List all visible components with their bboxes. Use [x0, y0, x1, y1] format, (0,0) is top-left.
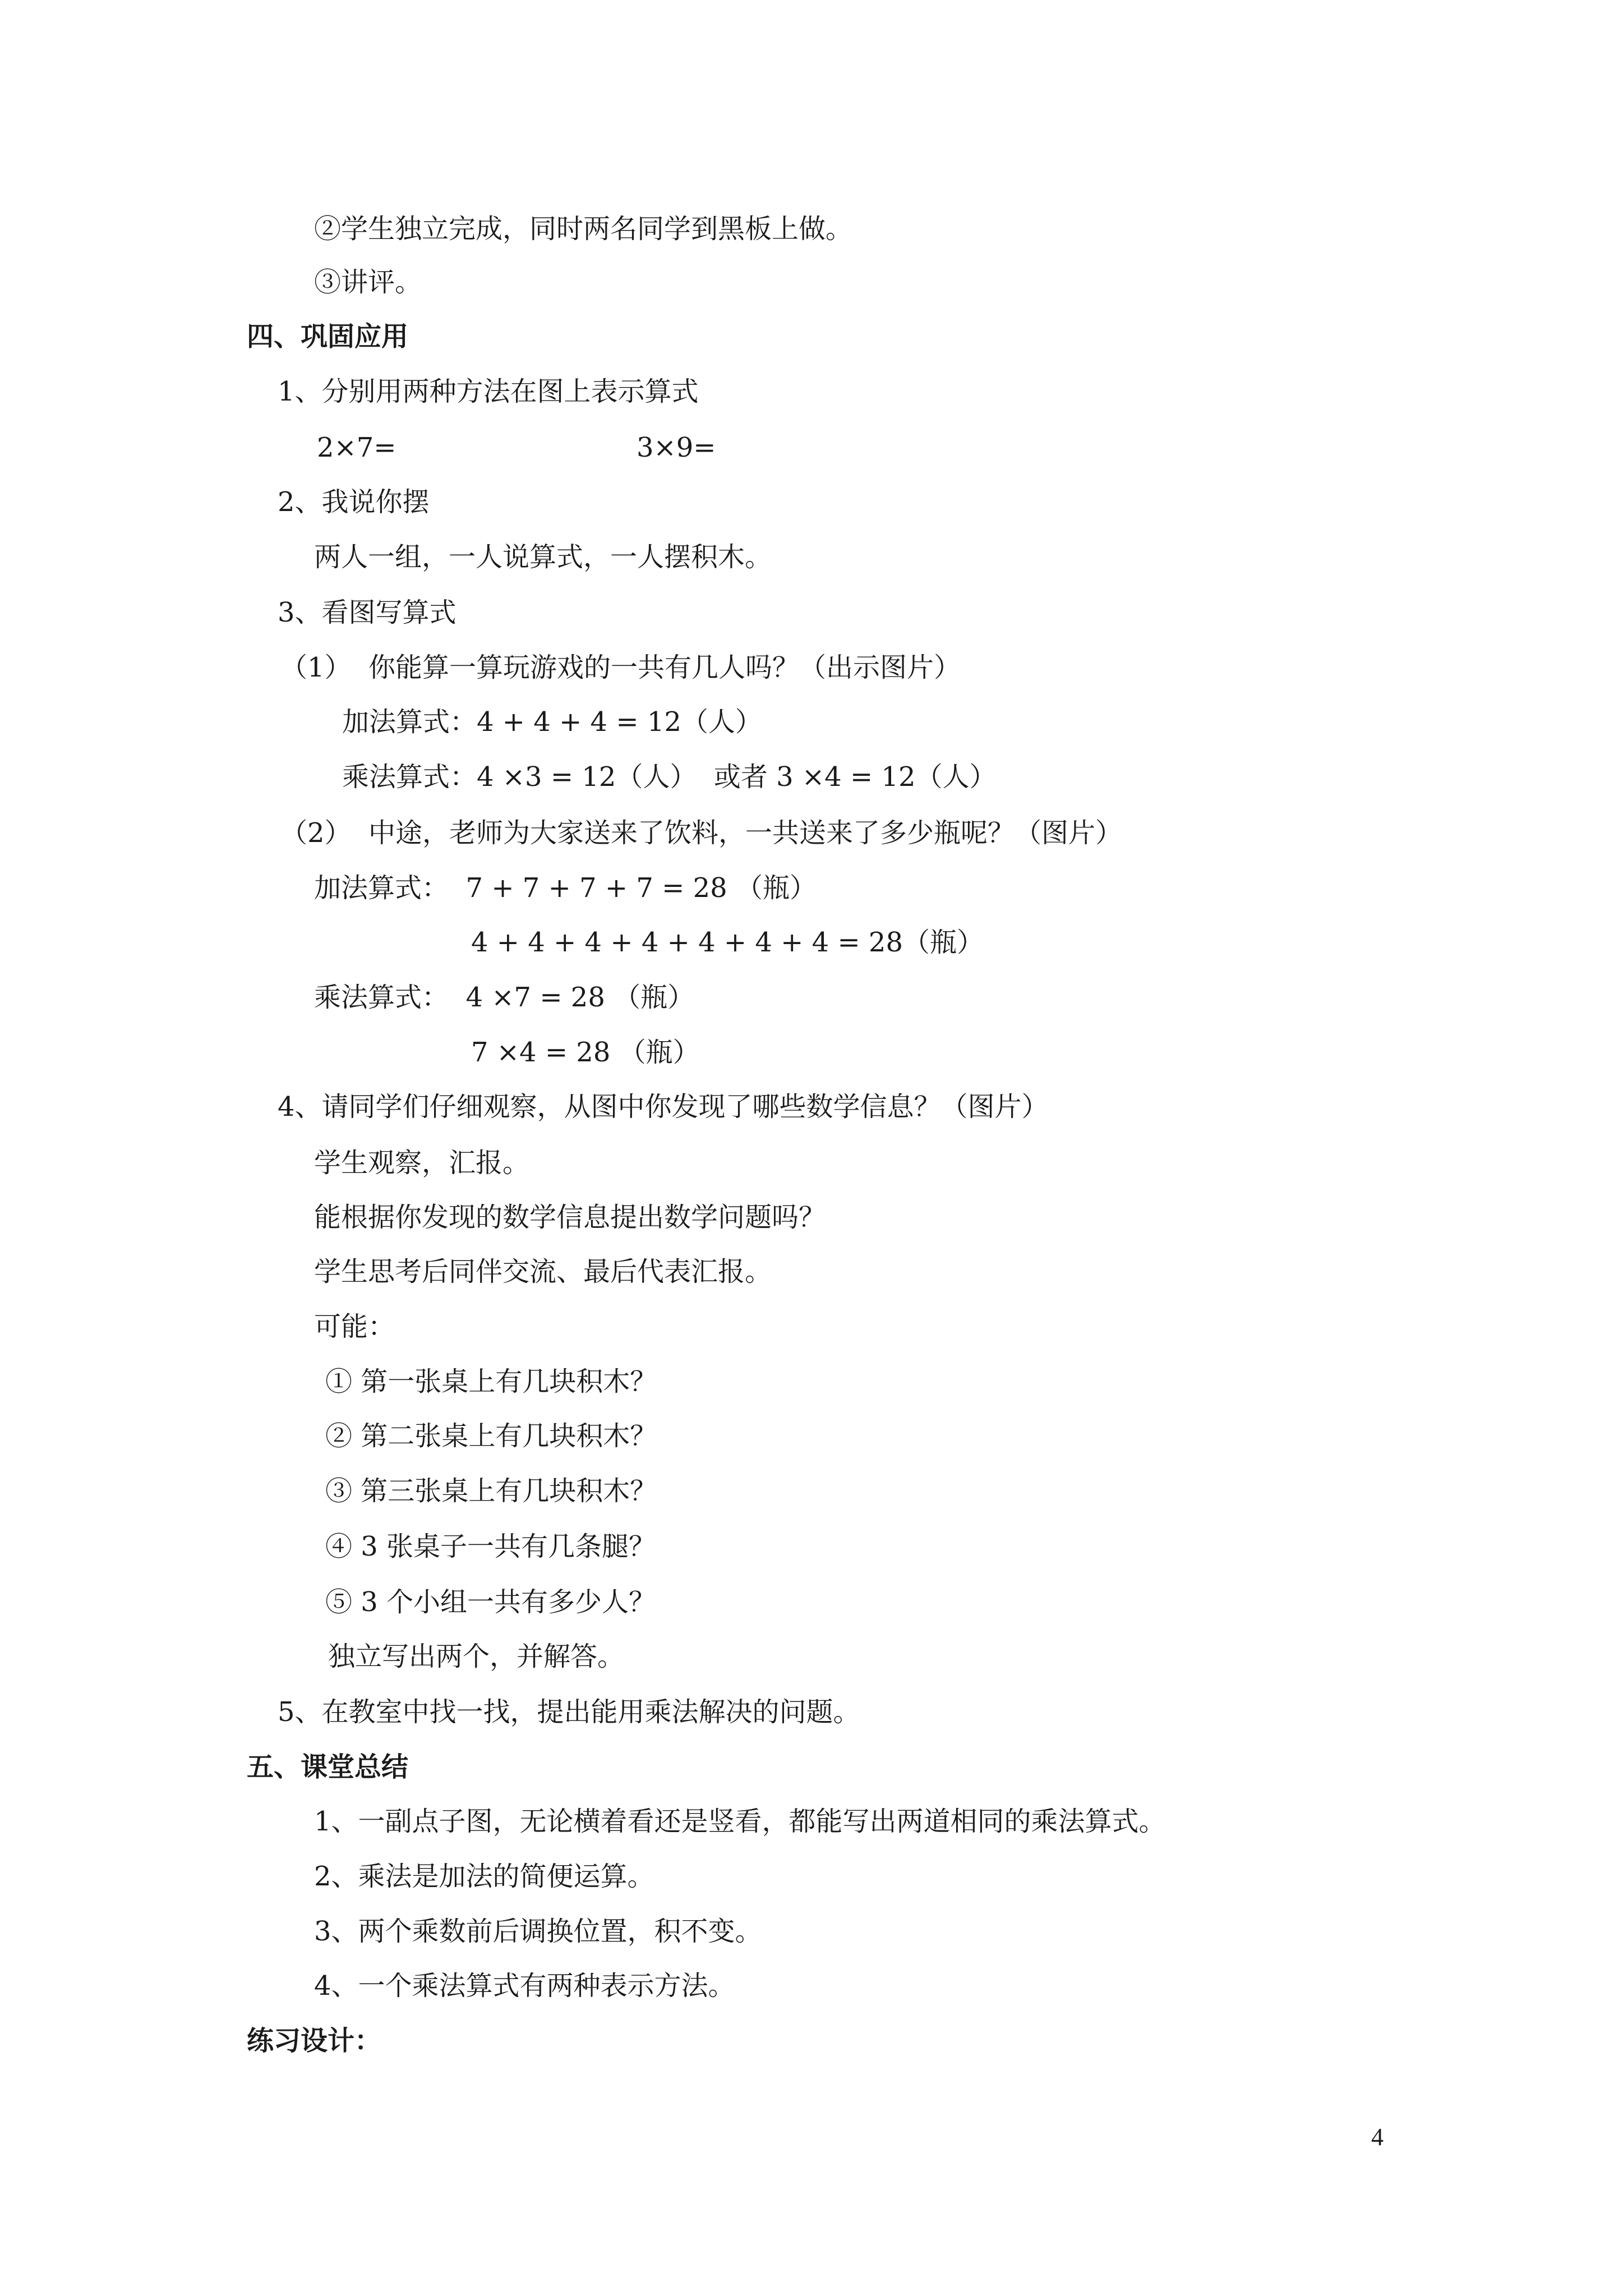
- exercise-title: 5、在教室中找一找，提出能用乘法解决的问题。: [278, 1696, 860, 1728]
- body-text: 能根据你发现的数学信息提出数学问题吗？: [314, 1202, 826, 1233]
- body-text: 独立写出两个，并解答。: [328, 1641, 625, 1672]
- exercise-title: 2、我说你摆: [278, 486, 430, 518]
- summary-item: 2、乘法是加法的简便运算。: [314, 1861, 654, 1892]
- formula-text: 4 + 4 + 4 + 4 + 4 + 4 + 4 = 28（瓶）: [471, 927, 984, 958]
- formula-text: 3×9=: [637, 432, 716, 463]
- summary-item: 3、两个乘数前后调换位置，积不变。: [314, 1916, 762, 1947]
- section-heading: 四、巩固应用: [247, 321, 409, 352]
- body-text: 两人一组，一人说算式，一人摆积木。: [314, 541, 772, 573]
- body-text: 学生思考后同伴交流、最后代表汇报。: [314, 1256, 772, 1287]
- exercise-title: 4、请同学们仔细观察，从图中你发现了哪些数学信息？（图片）: [278, 1091, 1049, 1122]
- step-text: ③讲评。: [314, 266, 422, 298]
- formula-text: 乘法算式：4 ×3 = 12（人） 或者 3 ×4 = 12（人）: [342, 761, 997, 793]
- summary-item: 4、一个乘法算式有两种表示方法。: [314, 1970, 735, 2001]
- formula-text: 7 ×4 = 28 （瓶）: [471, 1037, 700, 1068]
- list-item: ③ 第三张桌上有几块积木？: [325, 1475, 657, 1507]
- summary-item: 1、一副点子图，无论横着看还是竖看，都能写出两道相同的乘法算式。: [314, 1806, 1166, 1837]
- section-heading: 练习设计：: [247, 2025, 382, 2056]
- list-item: ② 第二张桌上有几块积木？: [325, 1420, 657, 1452]
- sub-question: （1） 你能算一算玩游戏的一共有几人吗？（出示图片）: [280, 652, 961, 683]
- section-heading: 五、课堂总结: [247, 1751, 409, 1783]
- list-item: ④ 3 张桌子一共有几条腿？: [325, 1531, 656, 1562]
- formula-text: 加法算式： 7 + 7 + 7 + 7 = 28 （瓶）: [314, 872, 817, 904]
- list-item: ⑤ 3 个小组一共有多少人？: [325, 1586, 656, 1618]
- sub-question: （2） 中途，老师为大家送来了饮料，一共送来了多少瓶呢？（图片）: [280, 817, 1123, 849]
- exercise-title: 3、看图写算式: [278, 597, 457, 628]
- list-item: ① 第一张桌上有几块积木？: [325, 1366, 657, 1397]
- step-text: ②学生独立完成，同时两名同学到黑板上做。: [314, 213, 853, 245]
- page-number: 4: [1371, 2123, 1384, 2151]
- formula-text: 加法算式：4 + 4 + 4 = 12（人）: [342, 706, 762, 738]
- body-text: 可能：: [314, 1311, 395, 1342]
- body-text: 学生观察，汇报。: [314, 1147, 530, 1179]
- formula-text: 乘法算式： 4 ×7 = 28 （瓶）: [314, 982, 695, 1013]
- exercise-title: 1、分别用两种方法在图上表示算式: [278, 376, 699, 407]
- formula-text: 2×7=: [317, 432, 396, 463]
